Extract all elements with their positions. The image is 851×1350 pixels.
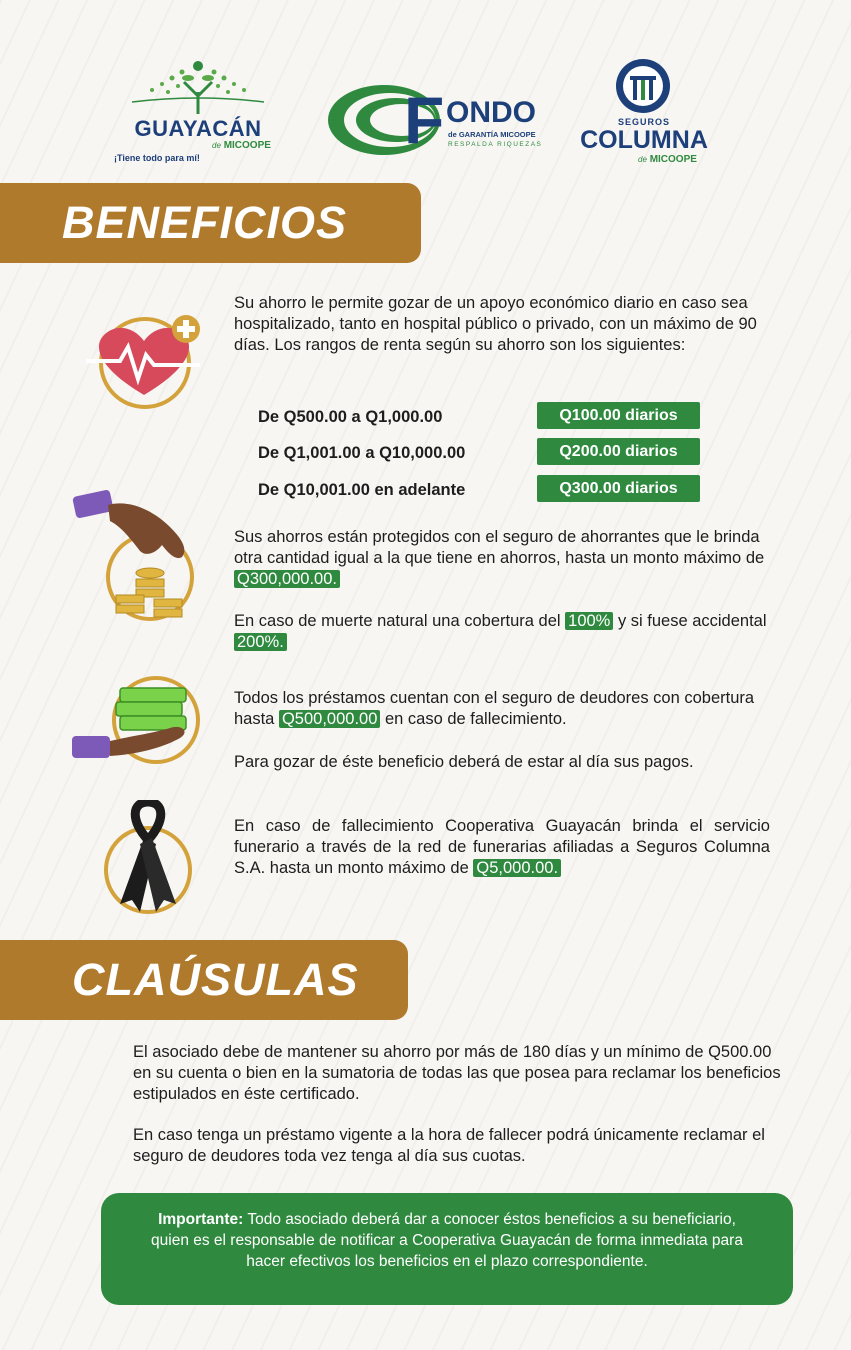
clausulas-title: CLAÚSULAS — [72, 954, 359, 1005]
fondo-letter: F — [404, 83, 445, 157]
columna-sub: de MICOOPE — [638, 154, 697, 165]
rent-amount-3: Q300.00 diarios — [537, 475, 700, 502]
columna-emblem-icon — [613, 56, 673, 116]
natural-pct: 100% — [565, 612, 613, 630]
seguros-columna-logo — [566, 56, 722, 168]
guayacan-tagline: ¡Tiene todo para mí! — [114, 153, 200, 163]
columna-top: SEGUROS — [617, 117, 670, 127]
deudores-amount: Q500,000.00 — [279, 710, 380, 728]
hospital-text: Su ahorro le permite gozar de un apoyo económico diario en caso sea hospitalizado, tanto en hospital público o privado, con un máximo de 90 días. Los rangos de renta según su ahorro son los siguientes: — [234, 294, 757, 354]
beneficios-title: BENEFICIOS — [62, 197, 348, 248]
rent-amount-2: Q200.00 diarios — [537, 438, 700, 465]
funerario-text: En caso de fallecimiento Cooperativa Guayacán brinda el servicio funerario a través de la red de funerarias afiliadas a Seguros Columna S.A. hasta un monto máximo de Q5,000.00. — [234, 817, 770, 877]
clausula-1: El asociado debe de mantener su ahorro por más de 180 días y un mínimo de Q500.00 en su cuenta o bien en la sumatoria de todas las que posea para reclamar los beneficios estipulados en éste certificado. — [133, 1043, 781, 1103]
death-coverage-text: En caso de muerte natural una cobertura del 100% y si fuese accidental 200%. — [234, 612, 767, 651]
ahorrantes-amount: Q300,000.00. — [234, 570, 340, 588]
mourning-ribbon-icon — [100, 800, 196, 918]
tree-icon — [112, 56, 284, 116]
hand-money-icon — [70, 672, 202, 768]
fondo-garantia-logo — [326, 82, 542, 158]
clausula-2: En caso tenga un préstamo vigente a la hora de fallecer podrá únicamente reclamar el seguro de deudores toda vez tenga al día sus cuotas. — [133, 1126, 765, 1165]
important-notice — [101, 1193, 793, 1305]
rent-range-1: De Q500.00 a Q1,000.00 — [258, 408, 443, 426]
clausulas-banner — [0, 940, 408, 1020]
beneficios-banner — [0, 183, 421, 263]
rent-range-2: De Q1,001.00 a Q10,000.00 — [258, 444, 466, 462]
guayacan-name: GUAYACÁN — [134, 116, 262, 141]
guayacan-sub: de MICOOPE — [212, 140, 271, 151]
important-text: Importante: Todo asociado deberá dar a conocer éstos beneficios a su beneficiario, quien es el responsable de notificar a Cooperativa Guayacán de forma inmediata para hacer efectivos los beneficios en el plazo correspondiente. — [151, 1211, 743, 1270]
rent-amount-1: Q100.00 diarios — [537, 402, 700, 429]
fondo-line1: de GARANTÍA MICOOPE — [448, 130, 536, 139]
deudores-text: Todos los préstamos cuentan con el seguro de deudores con cobertura hasta Q500,000.00 en caso de fallecimiento. — [234, 689, 755, 728]
fondo-line2: RESPALDA RIQUEZAS — [448, 141, 543, 148]
important-label: Importante: — [158, 1211, 244, 1228]
fondo-name: ONDO — [446, 96, 536, 129]
accidental-pct: 200%. — [234, 633, 287, 651]
columna-name: COLUMNA — [580, 126, 708, 154]
guayacan-logo — [112, 56, 284, 168]
heart-cross-icon — [80, 307, 206, 415]
ahorrantes-text: Sus ahorros están protegidos con el seguro de ahorrantes que le brinda otra cantidad igual a la que tiene en ahorros, hasta un monto máximo de Q300,000.00. — [234, 528, 765, 588]
funerario-amount: Q5,000.00. — [473, 859, 561, 877]
hand-coins-icon — [70, 487, 200, 627]
rent-range-3: De Q10,001.00 en adelante — [258, 481, 466, 499]
deudores-note: Para gozar de éste beneficio deberá de estar al día sus pagos. — [234, 753, 694, 771]
